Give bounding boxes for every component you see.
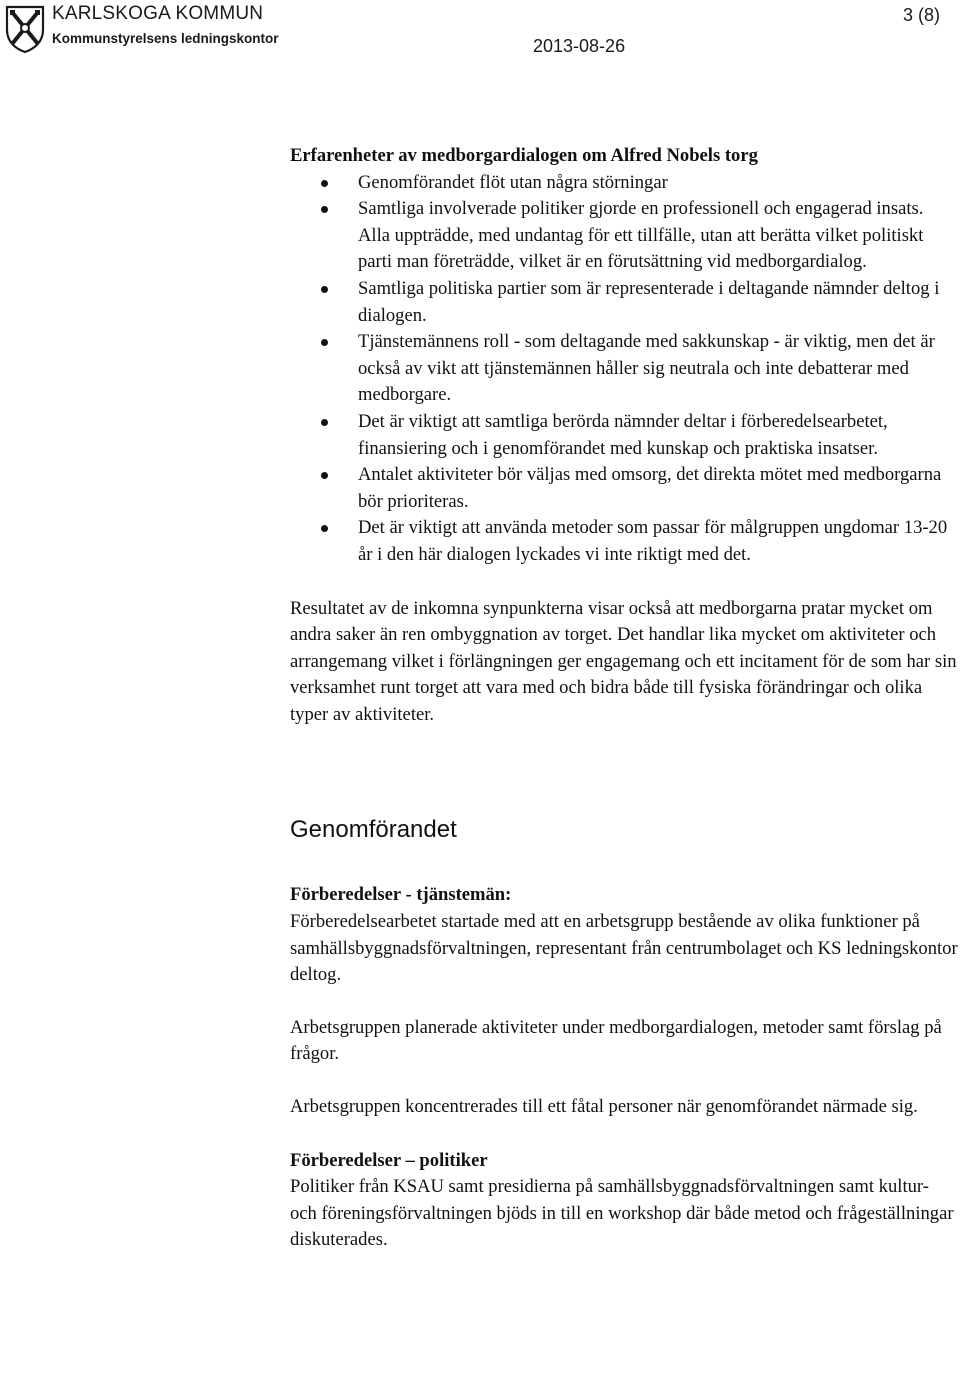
list-item xyxy=(290,329,958,409)
section-heading-genomforandet: Genomförandet xyxy=(290,816,457,844)
coat-of-arms-icon xyxy=(4,4,46,54)
list-item-text: Samtliga involverade politiker gjorde en professionell och engagerad insats. Alla uppträdde, med undantag för ett tillfälle, utan att berätta vilket politiskt parti man företrädde, vilket är en förutsättning vid medborgardialog. xyxy=(358,198,924,273)
section-heading: Erfarenheter av medborgardialogen om Alfred Nobels torg xyxy=(290,145,758,166)
paragraph: Arbetsgruppen koncentrerades till ett fåtal personer när genomförandet närmade sig. xyxy=(290,1096,918,1118)
bullet-icon xyxy=(321,339,328,346)
organization-name: KARLSKOGA KOMMUN xyxy=(52,3,264,24)
bullet-icon xyxy=(321,286,328,293)
list-item xyxy=(290,515,958,568)
paragraph: Förberedelsearbetet startade med att en arbetsgrupp bestående av olika funktioner på samhällsbyggnadsförvaltningen, representant från centrumbolaget och KS ledningskontor deltog. xyxy=(290,911,958,986)
department-name: Kommunstyrelsens ledningskontor xyxy=(52,31,279,46)
list-item-text: Antalet aktiviteter bör väljas med omsorg, det direkta mötet med medborgarna bör prioriteras. xyxy=(358,464,942,512)
list-item xyxy=(290,409,958,462)
document-date: 2013-08-26 xyxy=(533,36,626,56)
list-item-text: Tjänstemännens roll - som deltagande med sakkunskap - är viktig, men det är också av vikt att tjänstemännen håller sig neutrala och inte debatterar med medborgare. xyxy=(358,331,935,406)
list-item xyxy=(290,170,958,197)
bullet-icon xyxy=(321,206,328,213)
list-item-text: Det är viktigt att samtliga berörda nämnder deltar i förberedelsearbetet, finansiering och i genomförandet med kunskap och praktiska insatser. xyxy=(358,410,888,459)
list-item xyxy=(290,276,958,329)
list-item xyxy=(290,196,958,276)
list-item-text: Samtliga politiska partier som är representerade i deltagande nämnder deltog i dialogen. xyxy=(358,277,940,326)
result-paragraph: Resultatet av de inkomna synpunkterna visar också att medborgarna pratar mycket om andra saker än ren ombyggnation av torget. Det handlar lika mycket om aktiviteter och arrangemang vilket i förlängningen ger engagemang och ett incitament för de som har sin verksamhet runt torget att vara med och bidra både till fysiska förändringar och olika typer av aktiviteter. xyxy=(290,597,957,725)
page-number: 3 (8) xyxy=(902,5,940,25)
bullet-icon xyxy=(321,419,328,426)
experience-list xyxy=(290,170,958,569)
bullet-icon xyxy=(321,525,328,532)
subheading-preparations-officials: Förberedelser - tjänstemän: xyxy=(290,884,512,906)
paragraph: Politiker från KSAU samt presidierna på samhällsbyggnadsförvaltningen samt kultur- och föreningsförvaltningen bjöds in till en workshop där både metod och frågeställningar diskuterades. xyxy=(290,1176,954,1251)
paragraph: Arbetsgruppen planerade aktiviteter under medborgardialogen, metoder samt förslag på frågor. xyxy=(290,1016,942,1065)
list-item-text: Det är viktigt att använda metoder som passar för målgruppen ungdomar 13-20 år i den här dialogen lyckades vi inte riktigt med det. xyxy=(358,517,948,565)
document-header xyxy=(0,0,960,80)
subheading-preparations-politicians: Förberedelser – politiker xyxy=(290,1149,488,1171)
bullet-icon xyxy=(321,180,328,187)
list-item xyxy=(290,462,958,515)
document-body xyxy=(290,143,958,1254)
bullet-icon xyxy=(321,472,328,479)
list-item-text: Genomförandet flöt utan några störningar xyxy=(358,171,668,193)
